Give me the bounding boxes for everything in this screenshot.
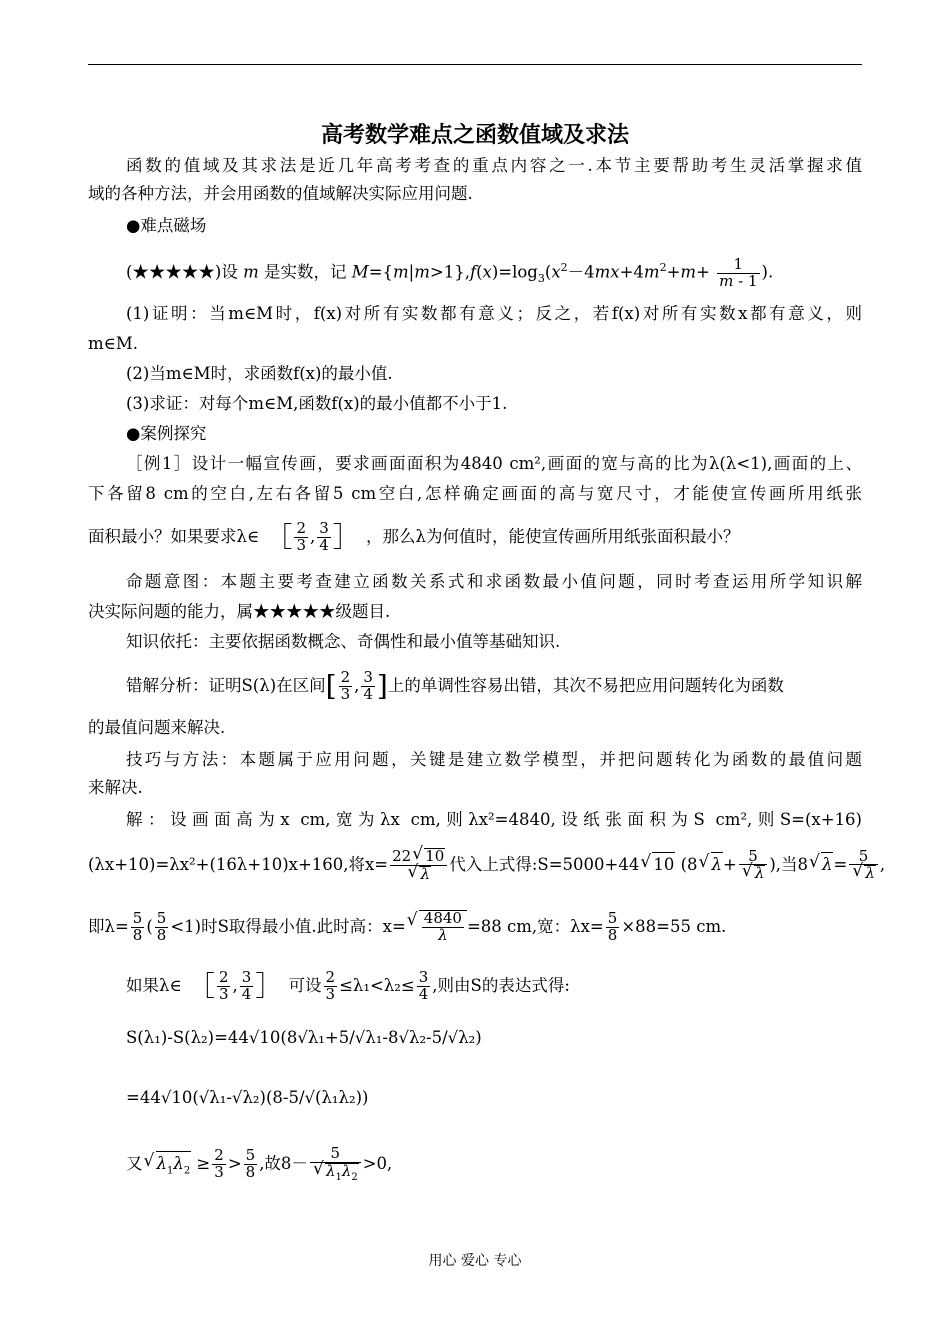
- solution-line-3-text-c: =88 cm,宽：λx=: [466, 916, 604, 936]
- knowledge-basis: 知识依托：主要依据函数概念、奇偶性和最小值等基础知识.: [126, 632, 561, 651]
- solution-line-4: 如果λ∈ ［ $\frac{2}{3}$ , $\frac{3}{4}$ ］ 可设 $\frac{2}{3}$ ≤λ₁<λ₂≤ $\frac{3}{4}$ ,则由S的表达式得:: [126, 968, 570, 1003]
- error-text-b: 上的单调性容易出错，其次不易把应用问题转化为函数: [387, 675, 784, 695]
- solution-line-3-text-d: ×88=55 cm.: [621, 916, 727, 936]
- section-heading-cases: ●案例探究: [126, 424, 207, 443]
- intent-line-2: 决实际问题的能力，属★★★★★级题目.: [88, 602, 391, 621]
- error-text-a: 错解分析：证明S(λ)在区间: [126, 675, 326, 695]
- problem-statement: (★★★★★)设 m 是实数，记 $M=\{m|m>1\},f(x)=\log_3(x^2-4mx+4m^2+m+$ $\frac{1}{m - 1}$ ).: [126, 254, 774, 290]
- page-title: 高考数学难点之函数值域及求法: [320, 123, 629, 148]
- solution-line-1: 解：设画面高为x cm,宽为λx cm,则λx²=4840,设纸张面积为S cm²,则S=(x+16): [126, 810, 862, 829]
- difficulty-stars: (★★★★★): [126, 262, 222, 282]
- solution-line-4-text-c: ≤λ₁<λ₂≤: [339, 975, 415, 995]
- solution-line-4-text-d: ,则由S的表达式得:: [432, 975, 570, 995]
- method-line-2: 来解决.: [88, 778, 143, 797]
- method-line-1: 技巧与方法：本题属于应用问题，关键是建立数学模型，并把问题转化为函数的最值问题: [126, 750, 862, 769]
- solution-line-2-text-a: (λx+10)=λx²+(16λ+10)x+160,将x=: [88, 854, 389, 874]
- error-analysis-line-1: 错解分析：证明S(λ)在区间[ $\frac{2}{3}$ , $\frac{3}{4}$ ]上的单调性容易出错，其次不易把应用问题转化为函数: [126, 668, 784, 703]
- question-3: (3)求证：对每个m∈M,函数f(x)的最小值都不小于1.: [126, 394, 508, 413]
- solution-line-7-text-b: ,故8－: [259, 1154, 308, 1174]
- section-heading-difficulty: ●难点磁场: [126, 216, 207, 235]
- question-1-line-1: (1)证明：当m∈M时，f(x)对所有实数都有意义；反之，若f(x)对所有实数x都有意义，则: [126, 304, 862, 323]
- question-2: (2)当m∈M时，求函数f(x)的最小值.: [126, 364, 393, 383]
- example-line-1: ［例1］设计一幅宣传画，要求画面面积为4840 cm²,画面的宽与高的比为λ(λ<1),画面的上、: [126, 454, 862, 473]
- fraction-1-over-m-minus-1: $\frac{1}{m - 1}$: [719, 254, 758, 290]
- intro-line-1: 函数的值域及其求法是近几年高考考查的重点内容之一.本节主要帮助考生灵活掌握求值: [126, 156, 862, 175]
- error-analysis-line-2: 的最值问题来解决.: [88, 718, 226, 737]
- equation-2-text: =44√10(√λ₁-√λ₂)(8-5/√(λ₁λ₂)): [126, 1088, 369, 1107]
- header-rule: [88, 64, 862, 65]
- example-line-2: 下各留8 cm的空白,左右各留5 cm空白,怎样确定画面的高与宽尺寸，才能使宣传画所用纸张: [88, 484, 862, 503]
- page-footer: 用心 爱心 专心: [428, 1253, 522, 1269]
- example-line-3-text-a: 面积最小？如果要求λ∈: [88, 526, 260, 546]
- solution-line-3: 即λ= $\frac{5}{8}$ ( $\frac{5}{8}$ <1)时S取得最小值.此时高：x= √ $\frac{4840}{\lambda}$ =88 cm,宽：λx= $\frac{5}{8}$ ×88=55 cm.: [88, 910, 726, 944]
- intro-line-2: 域的各种方法，并会用函数的值域解决实际应用问题.: [88, 184, 473, 203]
- example-line-3-text-b: ，那么λ为何值时，能使宣传画所用纸张面积最小？: [366, 526, 740, 546]
- solution-line-2-text-b: 代入上式得:S=5000+44: [449, 854, 640, 874]
- solution-line-3-text-a: 即λ=: [88, 916, 129, 936]
- solution-line-4-text-b: 可设: [288, 975, 322, 995]
- solution-line-7-text-c: >0,: [362, 1154, 393, 1174]
- equation-2: [126, 1086, 369, 1110]
- solution-line-4-text-a: 如果λ∈: [126, 975, 182, 995]
- equation-1: [126, 1026, 482, 1050]
- question-1-line-2: m∈M.: [88, 334, 138, 353]
- solution-line-2-text-c: ),当8: [769, 854, 809, 874]
- intent-line-1: 命题意图：本题主要考查建立函数关系式和求函数最小值问题，同时考查运用所学知识解: [126, 572, 862, 591]
- solution-line-7: 又√ $\lambda_1\lambda_2$ ≥ $\frac{2}{3}$ > $\frac{5}{8}$ ,故8－ 5 √ $\lambda_1\lambda_2$ >0,: [126, 1146, 392, 1183]
- example-line-3: 面积最小？如果要求λ∈ ［ $\frac{2}{3}$ , $\frac{3}{4}$ ］ ，那么λ为何值时，能使宣传画所用纸张面积最小？: [88, 519, 740, 554]
- solution-line-2: (λx+10)=λx²+(16λ+10)x+160,将x= 22√ 10 √ λ 代入上式得:S=5000+44√ 10 (8√ λ+ 5 √ λ ),当8√ λ= 5 √ λ ,: [88, 848, 885, 883]
- equation-1-text: S(λ₁)-S(λ₂)=44√10(8√λ₁+5/√λ₁-8√λ₂-5/√λ₂): [126, 1028, 482, 1047]
- solution-line-7-text-a: 又: [126, 1154, 143, 1174]
- solution-line-3-text-b: <1)时S取得最小值.此时高：x=: [170, 916, 406, 936]
